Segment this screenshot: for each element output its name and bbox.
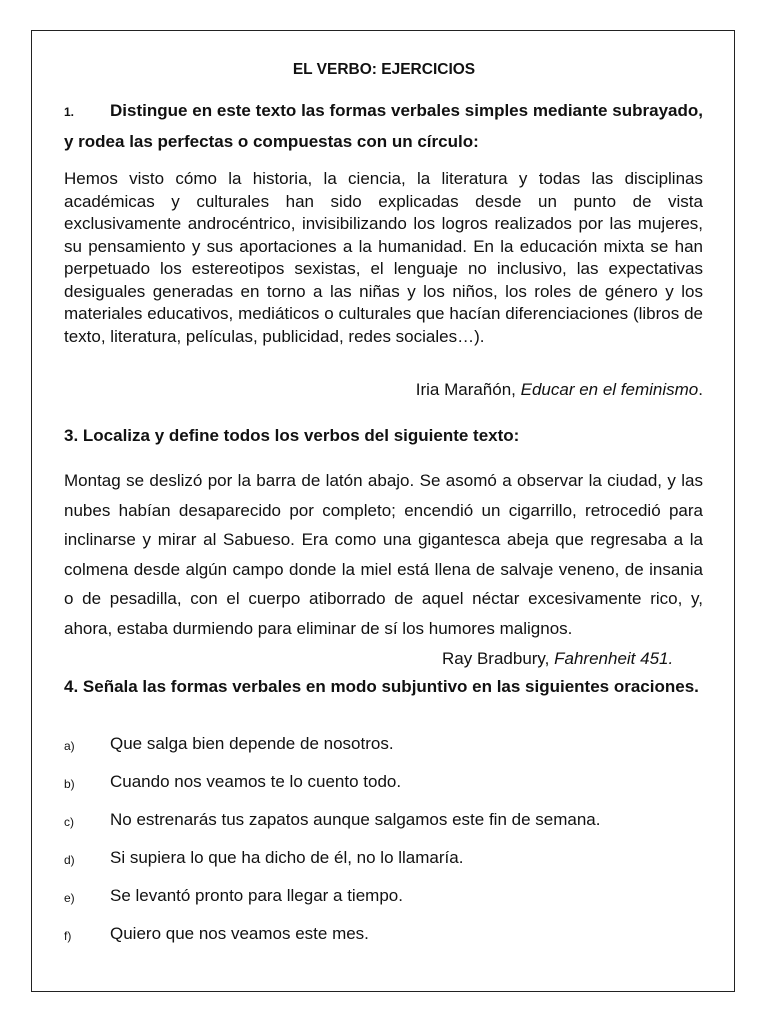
exercise-1-source-title: Educar en el feminismo (520, 380, 699, 399)
item-text: Quiero que nos veamos este mes. (110, 924, 369, 943)
exercise-3-source (442, 644, 673, 674)
list-item (64, 924, 703, 962)
item-letter: e) (64, 891, 75, 905)
item-letter: d) (64, 853, 75, 867)
exercise-3-source-author: Ray Bradbury, (442, 648, 555, 668)
exercise-1-text: Distingue en este texto las formas verbales simples mediante subrayado, y rodea las perfectas o compuestas con un círculo: (64, 101, 703, 151)
exercise-1-instruction (64, 96, 703, 156)
page-title: EL VERBO: EJERCICIOS (292, 61, 476, 78)
exercise-1-source (64, 380, 703, 400)
list-item (64, 848, 703, 886)
item-text: Cuando nos veamos te lo cuento todo. (110, 772, 402, 791)
exercise-1-paragraph: Hemos visto cómo la historia, la ciencia, la literatura y todas las disciplinas académicas y culturales han sido explicadas desde un punto de vista exclusivamente androcéntrico, invisibilizando los logros realizados por las mujeres, su pensamiento y sus aportaciones a la humanidad. En la educación mixta se han perpetuado los estereotipos sexistas, el lenguaje no inclusivo, las expectativas desiguales generadas en torno a las niñas y los niños, los roles de género y los materiales educativos, mediáticos o culturales que hacían diferenciaciones (libros de texto, literatura, películas, publicidad, redes sociales…). (64, 169, 703, 346)
exercise-4-instruction: 4. Señala las formas verbales en modo subjuntivo en las siguientes oraciones. (64, 677, 699, 696)
exercise-3-text: Montag se deslizó por la barra de latón abajo. Se asomó a observar la ciudad, y las nubes habían desaparecido por completo; encendió un cigarrillo, retrocedió para inclinarse y mirar al Sabueso. Era como una gigantesca abeja que regresaba a la colmena desde algún campo donde la miel está llena de salvaje veneno, de insania o de pesadilla, con el cuerpo atiborrado de aquel néctar excesivamente rico, y, ahora, estaba durmiendo para eliminar de sí los humores malignos. (64, 471, 703, 638)
exercise-1-source-author: Iria Marañón, (415, 380, 521, 399)
list-item (64, 734, 703, 772)
exercise-4-list (64, 734, 703, 962)
exercise-1-source-end: . (698, 380, 703, 399)
exercise-1-number: 1. (64, 105, 75, 119)
item-letter: c) (64, 815, 74, 829)
list-item (64, 772, 703, 810)
item-text: Se levantó pronto para llegar a tiempo. (110, 886, 403, 905)
item-letter: b) (64, 777, 75, 791)
item-letter: f) (64, 929, 72, 943)
exercise-3-paragraph (64, 466, 703, 668)
exercise-3-source-title: Fahrenheit 451. (554, 648, 674, 668)
item-text: Que salga bien depende de nosotros. (110, 734, 394, 753)
list-item (64, 810, 703, 848)
item-letter: a) (64, 739, 75, 753)
item-text: Si supiera lo que ha dicho de él, no lo llamaría. (110, 848, 464, 867)
item-text: No estrenarás tus zapatos aunque salgamos este fin de semana. (110, 810, 601, 829)
list-item (64, 886, 703, 924)
exercise-3-instruction: 3. Localiza y define todos los verbos del siguiente texto: (64, 426, 520, 445)
